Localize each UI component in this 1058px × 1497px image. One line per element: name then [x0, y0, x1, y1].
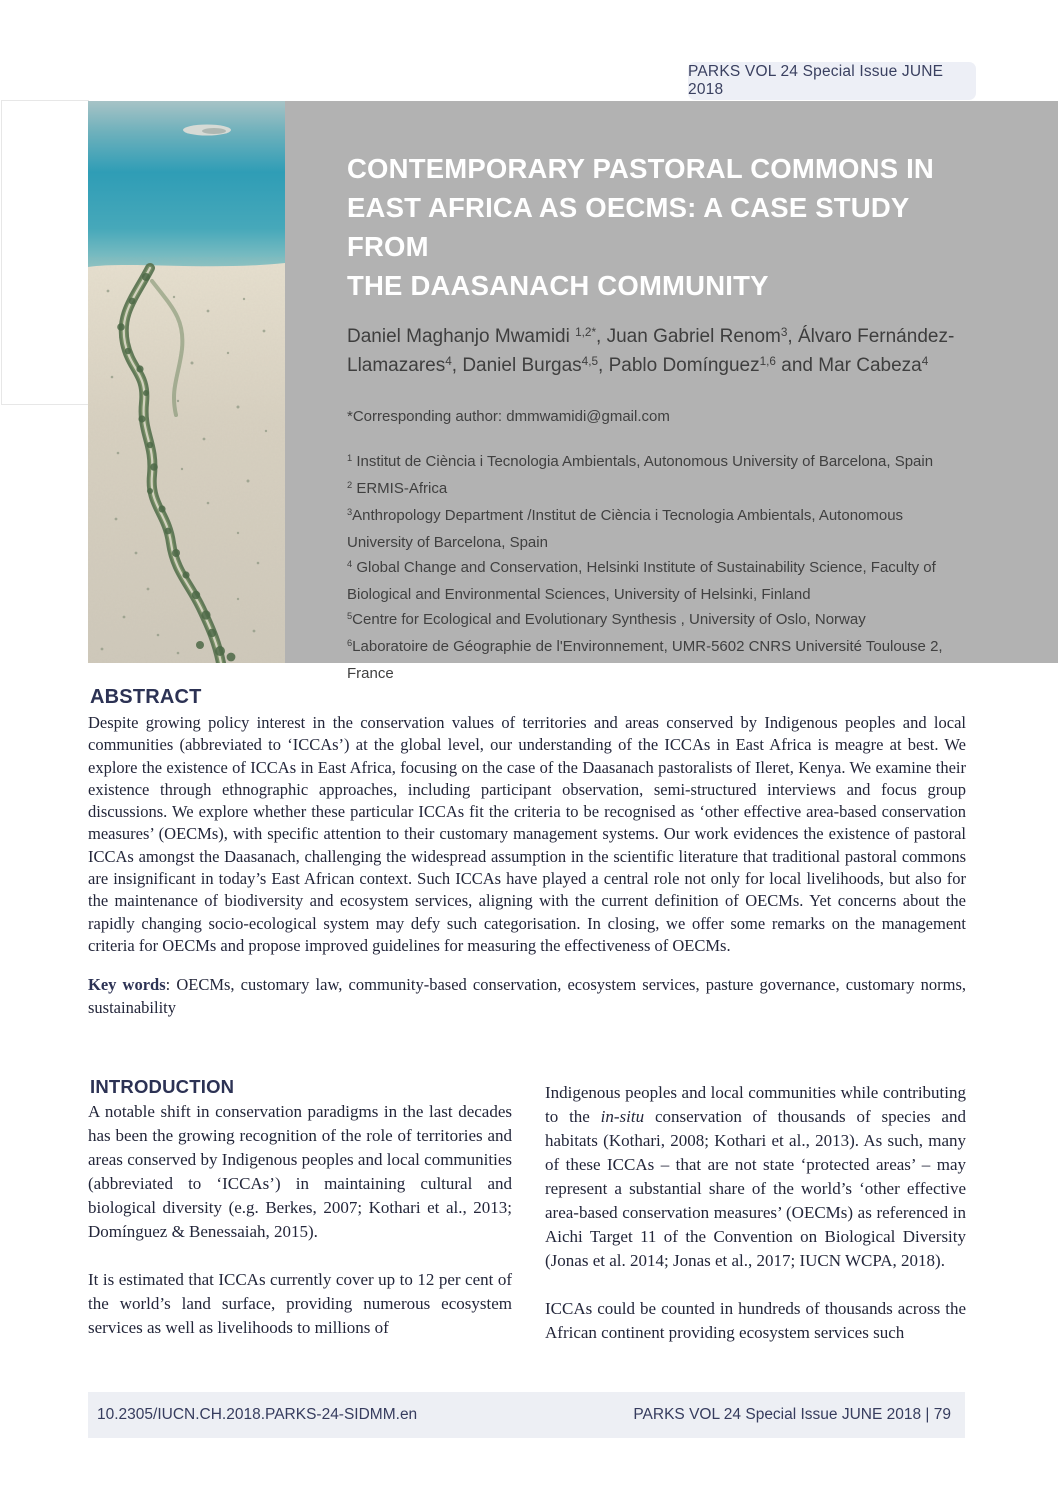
- header-block: [88, 101, 1058, 682]
- abstract-heading: ABSTRACT: [90, 686, 202, 708]
- intro-column-left: [88, 1076, 512, 1345]
- intro-right-paragraph-2: ICCAs could be counted in hundreds of thousands across the African continent providing ecosystem services such: [545, 1299, 966, 1342]
- footer-doi: 10.2305/IUCN.CH.2018.PARKS-24-SIDMM.en: [97, 1406, 418, 1423]
- title-block: [285, 101, 1058, 682]
- left-margin-frame: [1, 100, 89, 405]
- affiliation-3: $^3$Anthropology Department /Institut de Ciència i Tecnologia Ambientals, Autonomous University of Barcelona, Spain: [347, 506, 904, 551]
- abstract-section: [88, 686, 966, 1019]
- intro-left-paragraph-1: A notable shift in conservation paradigms in the last decades has been the growing recognition of the role of territories and areas conserved by Indigenous peoples and local communities (abbreviated to ‘ICCAs’) in maintaining cultural and biological diversity (e.g. Berkes, 2007; Kothari et al., 2013; Domínguez & Benessaiah, 2015).: [88, 1102, 512, 1241]
- intro-right-paragraph-1: Indigenous peoples and local communities while contributing to the in-situ conservation of thousands of species and habitats (Kothari, 2008; Kothari et al., 2013). As such, many of these ICCAs – that are not state ‘protected areas’ – may represent a substantial share of the world’s ‘other effective area-based conservation measures’ (OECMs) as referenced in Aichi Target 11 of the Convention on Biological Diversity (Jonas et al. 2014; Jonas et al., 2017; IUCN WCPA, 2018).: [545, 1083, 966, 1270]
- affiliation-6: $^6$Laboratoire de Géographie de l'Environnement, UMR-5602 CNRS Université Toulouse 2, France: [347, 637, 943, 682]
- intro-column-right: [545, 1076, 966, 1345]
- authors: Daniel Maghanjo Mwamidi $^{1,2*}$, Juan Gabriel Renom$^3$, Álvaro Fernández-Llamazares$^4$, Daniel Burgas$^{4,5}$, Pablo Domínguez$^{1,6}$ and Mar Cabeza$^4$: [347, 325, 955, 376]
- affiliation-2: $^2$ ERMIS-Africa: [347, 479, 448, 497]
- page-footer: [88, 1392, 965, 1438]
- keywords-label: Key words: [88, 975, 166, 995]
- affiliation-4: $^4$ Global Change and Conservation, Helsinki Institute of Sustainability Science, Faculty of Biological and Environmental Sciences, University of Helsinki, Finland: [347, 558, 936, 603]
- affiliation-5: $^5$Centre for Ecological and Evolutionary Synthesis , University of Oslo, Norway: [347, 610, 866, 628]
- island-shadow: [202, 128, 226, 134]
- keywords: [88, 974, 966, 1019]
- keywords-text: : OECMs, customary law, community-based conservation, ecosystem services, pasture governance, customary norms, sustainability: [88, 975, 966, 1017]
- abstract-text: Despite growing policy interest in the conservation values of territories and areas conserved by Indigenous peoples and local communities (abbreviated to ‘ICCAs’) at the global level, our understanding of the ICCAs in East Africa is meagre at best. We explore the existence of ICCAs in East Africa, focusing on the case of the Daasanach pastoralists of Ileret, Kenya. We examine their existence through ethnographic approaches, including participant observation, semi-structured interviews and focus group discussions. We explore whether these particular ICCAs fit the criteria to be recognised as ‘other effective area-based conservation measures’ (OECMs), with specific attention to their customary management systems. Our work evidences the existence of pastoral ICCAs amongst the Daasanach, challenging the widespread assumption in the scientific literature that traditional pastoral commons are insignificant in today’s East African context. Such ICCAs have played a central role not only for local livelihoods, but also for the maintenance of biodiversity and ecosystem services, aligning with the current definition of OECMs. Yet concerns about the rapidly changing socio-ecological system may defy such categorisation. In closing, we offer some remarks on the management criteria for OECMs and propose improved guidelines for measuring the effectiveness of OECMs.: [88, 713, 966, 955]
- issue-banner-text: PARKS VOL 24 Special Issue JUNE 2018: [688, 63, 944, 98]
- issue-banner: [688, 62, 976, 100]
- lake-water: [88, 101, 285, 271]
- intro-left-paragraph-2: It is estimated that ICCAs currently cover up to 12 per cent of the world’s land surface, providing numerous ecosystem services as well as livelihoods to millions of: [88, 1270, 512, 1337]
- introduction-heading: INTRODUCTION: [90, 1076, 235, 1097]
- paper-title: CONTEMPORARY PASTORAL COMMONS IN EAST AFRICA AS OECMS: A CASE STUDY FROM THE DAASANACH COMMUNITY: [347, 153, 934, 301]
- aerial-photo-graphic: [88, 101, 285, 663]
- introduction-section: [88, 1076, 966, 1345]
- affiliation-1: $^1$ Institut de Ciència i Tecnologia Ambientals, Autonomous University of Barcelona, Spain: [347, 452, 934, 470]
- footer-issue-page: PARKS VOL 24 Special Issue JUNE 2018 | 79: [633, 1406, 951, 1423]
- aerial-photo: [88, 101, 285, 663]
- corresponding-author: *Corresponding author: dmmwamidi@gmail.com: [347, 408, 670, 425]
- affiliations: [347, 449, 959, 686]
